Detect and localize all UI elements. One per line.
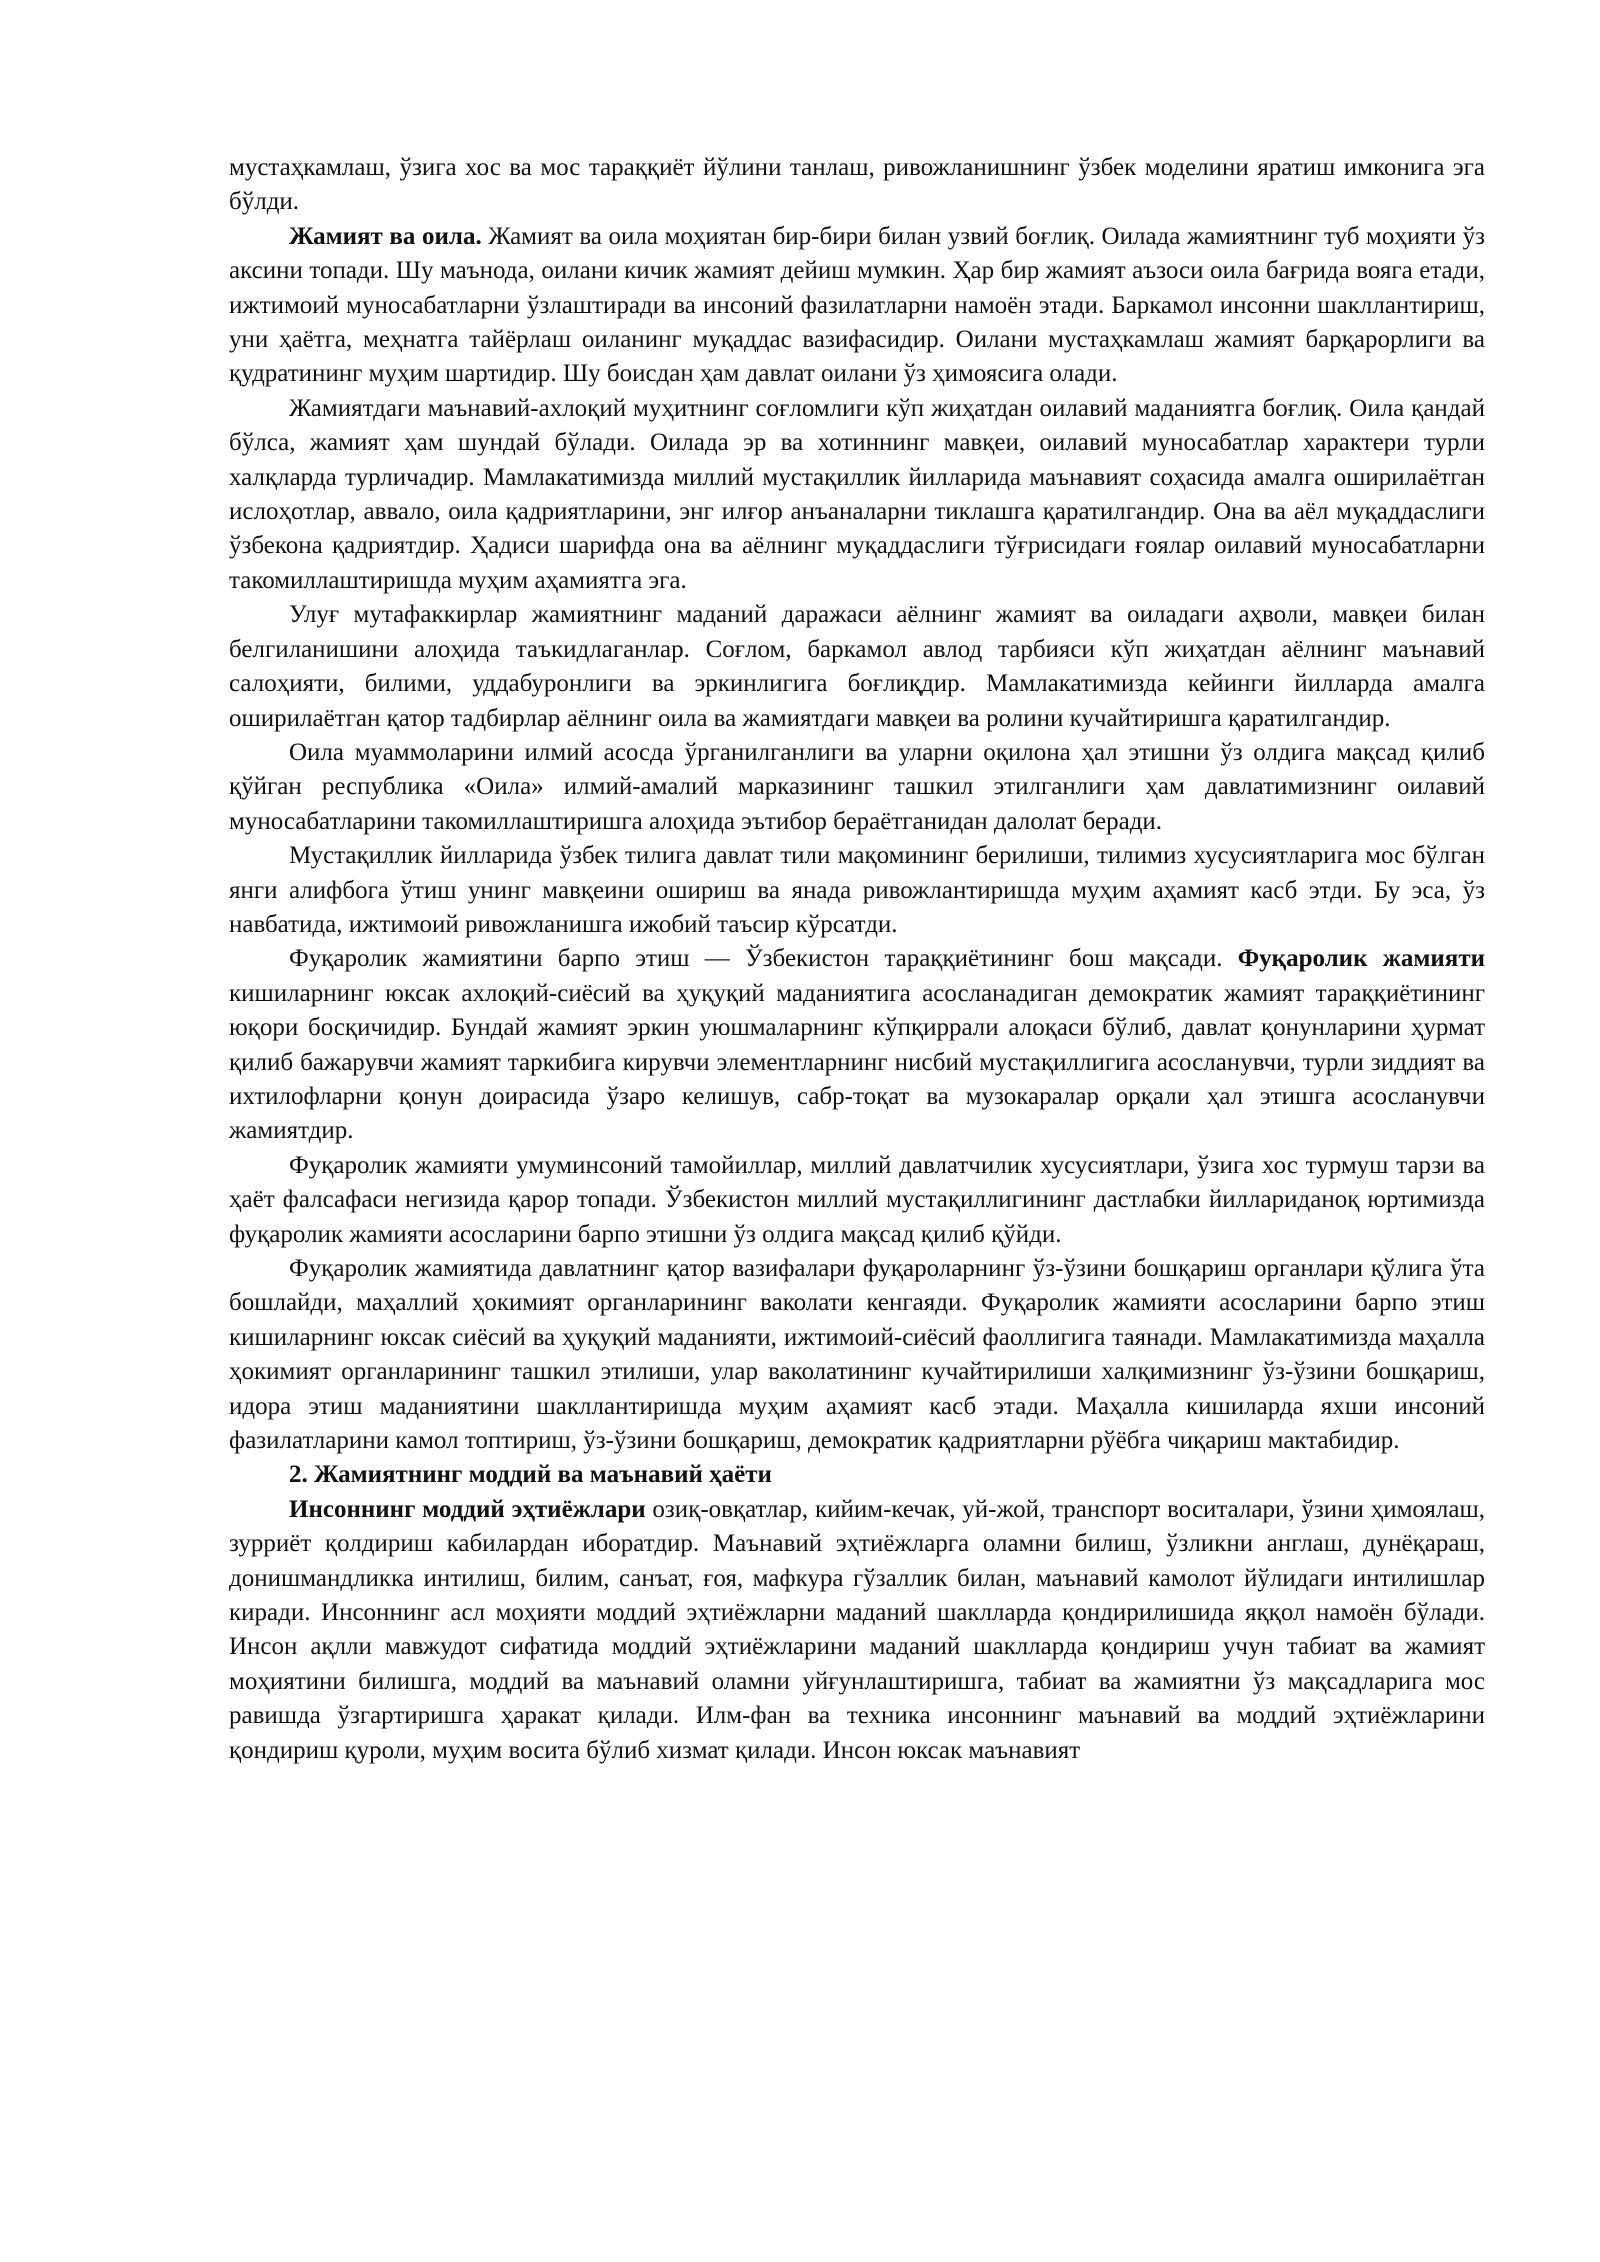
document-page <box>229 151 1485 1768</box>
paragraph-term-bold: Фуқаролик жамияти <box>1237 945 1485 973</box>
paragraph-lead-bold: Инсоннинг моддий эҳтиёжлари <box>289 1495 646 1523</box>
paragraph-text: Фуқаролик жамияти умуминсоний тамойиллар, миллий давлатчилик хусусиятлари, ўзига хос турмуш тарзи ва ҳаёт фалсафаси негизида қарор топади. Ўзбекистон миллий мустақиллигининг дастлабки йиллариданоқ юртимизда фуқаролик жамияти асосларини барпо этишни ўз олдига мақсад қилиб қўйди. <box>229 1151 1485 1248</box>
paragraph-text: мустаҳкамлаш, ўзига хос ва мос тараққиёт йўлини танлаш, ривожланишнинг ўзбек моделини яратиш имконига эга бўлди. <box>229 154 1485 216</box>
paragraph-society-family <box>229 220 1485 392</box>
paragraph-material-needs <box>229 1493 1485 1768</box>
paragraph-family-center <box>229 736 1485 839</box>
paragraph-text: озиқ-овқатлар, кийим-кечак, уй-жой, транспорт воситалари, ўзини ҳимоялаш, зурриёт қолдириш кабилардан иборатдир. Маънавий эҳтиёжларга оламни билиш, ўзликни англаш, дунёқараш, донишмандликка интилиш, билим, санъат, ғоя, мафкура гўзаллик билан, маънавий камолот йўлидаги интилишлар киради. Инсоннинг асл моҳияти моддий эҳтиёжларни маданий шаклларда қондирилишида яққол намоён бўлади. Инсон ақлли мавжудот сифатида моддий эҳтиёжларини маданий шаклларда қондириш учун табиат ва жамият моҳиятини билишга, моддий ва маънавий оламни уйғунлаштиришга, табиат ва жамиятни ўз мақсадларига мос равишда ўзгартиришга ҳаракат қилади. Илм-фан ва техника инсоннинг маънавий ва моддий эҳтиёжларини қондириш қуроли, муҳим восита бўлиб хизмат қилади. Инсон юксак маънавият <box>229 1495 1485 1764</box>
paragraph-text: Жамиятдаги маънавий-ахлоқий муҳитнинг соғломлиги кўп жиҳатдан оилавий маданиятга боғлиқ. Оила қандай бўлса, жамият ҳам шундай бўлади. Оилада эр ва хотиннинг мавқеи, оилавий муносабатлар характери турли халқларда турличадир. Мамлакатимизда миллий мустақиллик йилларида маънавият соҳасида амалга оширилаётган ислоҳотлар, аввало, оила қадриятларини, энг илғор анъаналарни тиклашга қаратилгандир. Она ва аёл муқаддаслиги ўзбекона қадриятдир. Ҳадиси шарифда она ва аёлнинг муқаддаслиги тўғрисидаги ғоялар оилавий муносабатларни такомиллаштиришда муҳим аҳамиятга эга. <box>229 394 1485 594</box>
paragraph-intro-continuation <box>229 151 1485 220</box>
paragraph-state-language <box>229 839 1485 942</box>
paragraph-text: Фуқаролик жамиятини барпо этиш — Ўзбекистон тараққиётининг бош мақсади. <box>289 945 1238 973</box>
paragraph-great-thinkers <box>229 598 1485 736</box>
paragraph-text: Мустақиллик йилларида ўзбек тилига давлат тили мақомининг берилиши, тилимиз хусусиятларига мос бўлган янги алифбога ўтиш унинг мавқеини ошириш ва янада ривожлантиришда муҳим аҳамият касб этди. Бу эса, ўз навбатида, ижтимоий ривожланишга ижобий таъсир кўрсатди. <box>229 842 1485 938</box>
section-heading: 2. Жамиятнинг моддий ва маънавий ҳаёти <box>289 1461 772 1489</box>
paragraph-text: Оила муаммоларини илмий асосда ўрганилганлиги ва уларни оқилона ҳал этишни ўз олдига мақсад қилиб қўйган республика «Оила» илмий-амалий марказининг ташкил этилганлиги ҳам давлатимизнинг оилавий муносабатларини такомиллаштиришга алоҳида эътибор бераётганидан далолат беради. <box>229 738 1485 835</box>
paragraph-text: кишиларнинг юксак ахлоқий-сиёсий ва ҳуқуқий маданиятига асосланадиган демократик жамият тараққиётининг юқори босқичидир. Бундай жамият эркин уюшмаларнинг кўпқиррали алоқаси бўлиб, давлат қонунларини ҳурмат қилиб бажарувчи жамият таркибига кирувчи элементларнинг нисбий мустақиллигига асосланувчи, турли зиддият ва ихтилофларни қонун доирасида ўзаро келишув, сабр-тоқат ва музокаралар орқали ҳал этишга асосланувчи жамиятдир. <box>229 979 1485 1145</box>
paragraph-self-government <box>229 1252 1485 1458</box>
paragraph-text: Фуқаролик жамиятида давлатнинг қатор вазифалари фуқароларнинг ўз-ўзини бошқариш органлари қўлига ўта бошлайди, маҳаллий ҳокимият органларининг ваколати кенгаяди. Фуқаролик жамияти асосларини барпо этиш кишиларнинг юксак сиёсий ва ҳуқуқий маданияти, ижтимоий-сиёсий фаоллигига таянади. Мамлакатимизда маҳалла ҳокимият органларининг ташкил этилиши, улар ваколатининг кучайтирилиши халқимизнинг ўз-ўзини бошқариш, идора этиш маданиятини шакллантиришда муҳим аҳамият касб этади. Маҳалла кишиларда яхши инсоний фазилатларини камол топтириш, ўз-ўзини бошқариш, демократик қадриятларни рўёбга чиқариш мактабидир. <box>229 1255 1485 1455</box>
paragraph-civil-society <box>229 942 1485 1148</box>
paragraph-lead-bold: Жамият ва оила. <box>289 222 482 250</box>
paragraph-text: Улуғ мутафаккирлар жамиятнинг маданий даражаси аёлнинг жамият ва оиладаги аҳволи, мавқеи билан белгиланишини алоҳида таъкидлаганлар. Соғлом, баркамол авлод тарбияси кўп жиҳатдан аёлнинг маънавий салоҳияти, билими, уддабуронлиги ва эркинлигига боғлиқдир. Мамлакатимизда кейинги йилларда амалга оширилаётган қатор тадбирлар аёлнинг оила ва жамиятдаги мавқеи ва ролини кучайтиришга қаратилгандир. <box>229 601 1485 732</box>
paragraph-text: Жамият ва оила моҳиятан бир-бири билан узвий боғлиқ. Оилада жамиятнинг туб моҳияти ўз аксини топади. Шу маънода, оилани кичик жамият дейиш мумкин. Ҳар бир жамият аъзоси оила бағрида вояга етади, ижтимоий муносабатларни ўзлаштиради ва инсоний фазилатларни намоён этади. Баркамол инсонни шакллантириш, уни ҳаётга, меҳнатга тайёрлаш оиланинг муқаддас вазифасидир. Оилани мустаҳкамлаш жамият барқарорлиги ва қудратининг муҳим шартидир. Шу боисдан ҳам давлат оилани ўз ҳимоясига олади. <box>229 222 1485 388</box>
paragraph-civil-society-principles <box>229 1149 1485 1252</box>
paragraph-moral-environment <box>229 392 1485 598</box>
